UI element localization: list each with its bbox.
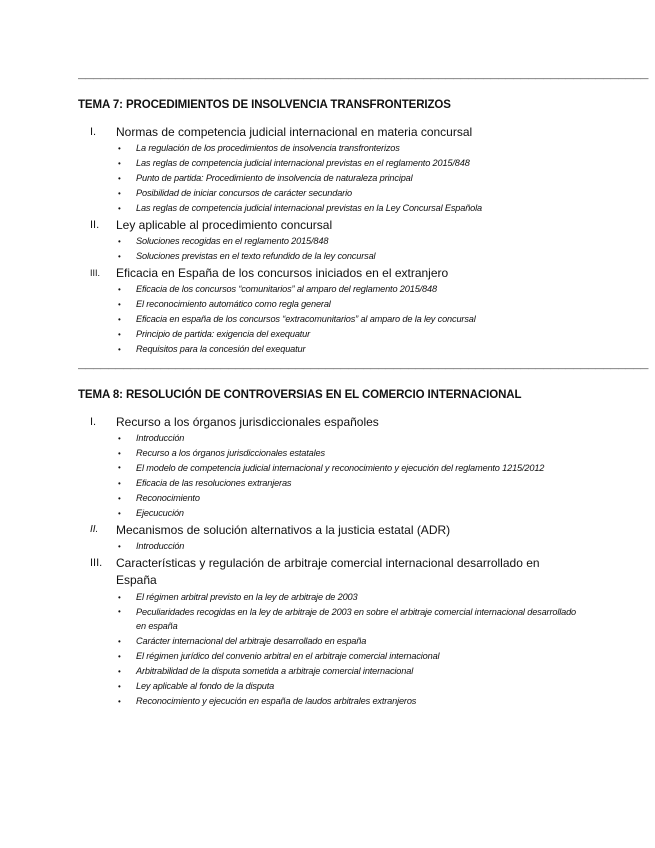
section-numeral: II. bbox=[90, 219, 100, 231]
list-item: • Peculiaridades recogidas en la ley de arbitraje de 2003 en sobre el arbitraje comercial internacional desarrollado en españa bbox=[118, 607, 576, 631]
tema8-section-3 bbox=[78, 555, 578, 709]
tema7-section-1 bbox=[78, 124, 578, 216]
item-list bbox=[116, 282, 578, 357]
section-heading-text: Recurso a los órganos jurisdiccionales españoles bbox=[116, 415, 379, 429]
bullet-icon: • bbox=[118, 463, 121, 472]
bullet-icon: • bbox=[118, 189, 121, 198]
bullet-icon: • bbox=[118, 697, 121, 706]
list-item: • Recurso a los órganos jurisdiccionales estatales bbox=[136, 446, 578, 461]
bullet-icon: • bbox=[118, 509, 121, 518]
list-item: • Introducción bbox=[136, 539, 578, 554]
item-list bbox=[116, 234, 578, 264]
tema8-section-2 bbox=[78, 522, 578, 554]
tema7-section-3 bbox=[78, 265, 578, 357]
bullet-icon: • bbox=[118, 434, 121, 443]
list-item: • Punto de partida: Procedimiento de insolvencia de naturaleza principal bbox=[136, 171, 578, 186]
list-item: • El régimen jurídico del convenio arbitral en el arbitraje comercial internacional bbox=[136, 649, 578, 664]
separator-line: ———————————————————————————————————————————————————————————————————————————— bbox=[78, 364, 648, 373]
list-item: • Soluciones recogidas en el reglamento 2015/848 bbox=[136, 234, 578, 249]
section-numeral: I. bbox=[90, 126, 97, 138]
list-item: • Ejecucución bbox=[136, 506, 578, 521]
section-heading bbox=[90, 555, 578, 589]
bullet-icon: • bbox=[118, 285, 121, 294]
section-numeral: III. bbox=[90, 268, 101, 278]
bullet-icon: • bbox=[118, 593, 121, 602]
section-heading bbox=[90, 124, 578, 140]
tema8-section-1 bbox=[78, 414, 578, 521]
section-heading bbox=[90, 265, 578, 281]
list-item: • Las reglas de competencia judicial internacional previstas en la Ley Concursal Española bbox=[136, 201, 578, 216]
section-heading-text: Características y regulación de arbitraje comercial internacional desarrollado en España bbox=[116, 556, 540, 587]
bullet-icon: • bbox=[118, 300, 121, 309]
section-heading-text: Mecanismos de solución alternativos a la justicia estatal (ADR) bbox=[116, 523, 451, 537]
tema8-title: TEMA 8: RESOLUCIÓN DE CONTROVERSIAS EN EL COMERCIO INTERNACIONAL bbox=[78, 389, 522, 401]
list-item: • El modelo de competencia judicial internacional y reconocimiento y ejecución del reglamento 1215/2012 bbox=[118, 463, 545, 473]
list-item: • Reconocimiento y ejecución en españa de laudos arbitrales extranjeros bbox=[136, 694, 578, 709]
bullet-icon: • bbox=[118, 315, 121, 324]
bullet-icon: • bbox=[118, 252, 121, 261]
list-item: • Posibilidad de iniciar concursos de carácter secundario bbox=[136, 186, 578, 201]
bullet-icon: • bbox=[118, 174, 121, 183]
section-heading-text: Ley aplicable al procedimiento concursal bbox=[116, 218, 333, 232]
list-item: • La regulación de los procedimientos de insolvencia transfronterizos bbox=[136, 141, 578, 156]
section-heading bbox=[90, 217, 578, 233]
bullet-icon: • bbox=[118, 479, 121, 488]
bullet-icon: • bbox=[118, 607, 121, 616]
bullet-icon: • bbox=[118, 637, 121, 646]
bullet-icon: • bbox=[118, 449, 121, 458]
list-item: • Soluciones previstas en el texto refundido de la ley concursal bbox=[136, 249, 578, 264]
bullet-icon: • bbox=[118, 494, 121, 503]
section-heading bbox=[90, 522, 578, 538]
item-list bbox=[116, 539, 578, 554]
list-item: • Carácter internacional del arbitraje desarrollado en españa bbox=[136, 634, 578, 649]
item-list bbox=[116, 431, 578, 521]
list-item: • El reconocimiento automático como regla general bbox=[136, 297, 578, 312]
bullet-icon: • bbox=[118, 542, 121, 551]
separator-line: ———————————————————————————————————————————————————————————————————————————— bbox=[78, 74, 648, 83]
section-heading-text: Normas de competencia judicial internacional en materia concursal bbox=[116, 125, 473, 139]
item-list bbox=[116, 141, 578, 216]
list-item: • Eficacia en españa de los concursos “extracomunitarios” al amparo de la ley concursal bbox=[136, 312, 578, 327]
section-heading bbox=[90, 414, 578, 430]
section-heading-text: Eficacia en España de los concursos iniciados en el extranjero bbox=[116, 266, 449, 280]
document-page bbox=[78, 72, 648, 710]
list-item: • Arbitrabilidad de la disputa sometida a arbitraje comercial internacional bbox=[136, 664, 578, 679]
bullet-icon: • bbox=[118, 204, 121, 213]
bullet-icon: • bbox=[118, 237, 121, 246]
list-item: • Las reglas de competencia judicial internacional previstas en el reglamento 2015/848 bbox=[136, 156, 578, 171]
tema7-section-2 bbox=[78, 217, 578, 264]
list-item: • Eficacia de los concursos “comunitarios” al amparo del reglamento 2015/848 bbox=[136, 282, 578, 297]
bullet-icon: • bbox=[118, 652, 121, 661]
list-item: • Introducción bbox=[136, 431, 578, 446]
bullet-icon: • bbox=[118, 682, 121, 691]
list-item: • Eficacia de las resoluciones extranjeras bbox=[136, 476, 578, 491]
list-item: • Ley aplicable al fondo de la disputa bbox=[136, 679, 578, 694]
section-numeral: III. bbox=[90, 557, 103, 569]
bullet-icon: • bbox=[118, 144, 121, 153]
bullet-icon: • bbox=[118, 667, 121, 676]
list-item: • Reconocimiento bbox=[136, 491, 578, 506]
list-item: • Principio de partida: exigencia del exequatur bbox=[136, 327, 578, 342]
bullet-icon: • bbox=[118, 159, 121, 168]
item-list bbox=[116, 590, 578, 709]
bullet-icon: • bbox=[118, 345, 121, 354]
list-item: • El régimen arbitral previsto en la ley de arbitraje de 2003 bbox=[136, 590, 578, 605]
tema7-title: TEMA 7: PROCEDIMIENTOS DE INSOLVENCIA TRANSFRONTERIZOS bbox=[78, 99, 451, 111]
section-numeral: I. bbox=[90, 416, 97, 428]
list-item: • Requisitos para la concesión del exequatur bbox=[136, 342, 578, 357]
section-numeral: II. bbox=[90, 524, 99, 535]
bullet-icon: • bbox=[118, 330, 121, 339]
